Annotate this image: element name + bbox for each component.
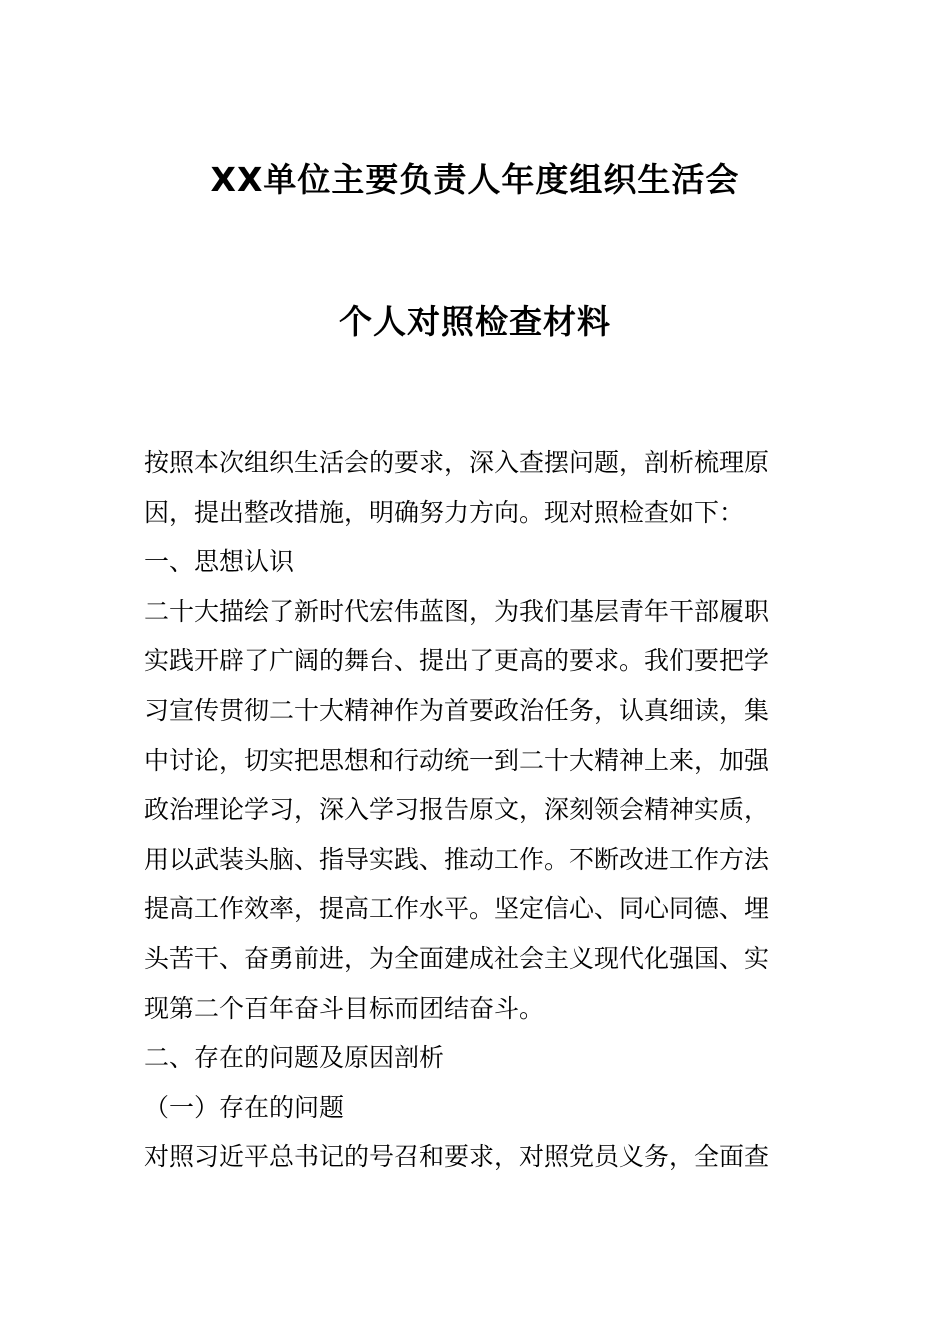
- body-line: 对照习近平总书记的号召和要求，对照党员义务，全面查: [144, 1142, 770, 1172]
- body-line: 中讨论，切实把思想和行动统一到二十大精神上来，加强: [144, 745, 770, 775]
- body-line: 现第二个百年奋斗目标而团结奋斗。: [144, 993, 545, 1023]
- body-line: 实践开辟了广阔的舞台、提出了更高的要求。我们要把学: [144, 646, 770, 676]
- body-line: 政治理论学习，深入学习报告原文，深刻领会精神实质，: [144, 795, 770, 825]
- subsection-heading: （一）存在的问题: [144, 1092, 345, 1122]
- body-line: 二十大描绘了新时代宏伟蓝图，为我们基层青年干部履职: [144, 596, 770, 626]
- body-line: 因，提出整改措施，明确努力方向。现对照检查如下：: [144, 497, 745, 527]
- body-line: 按照本次组织生活会的要求，深入查摆问题，剖析梳理原: [144, 448, 770, 477]
- section-heading: 一、思想认识: [144, 547, 295, 577]
- section-heading: 二、存在的问题及原因剖析: [144, 1043, 445, 1073]
- body-line: 习宣传贯彻二十大精神作为首要政治任务，认真细读，集: [144, 695, 770, 725]
- body-line: 头苦干、奋勇前进，为全面建成社会主义现代化强国、实: [144, 943, 770, 973]
- body-line: 提高工作效率，提高工作水平。坚定信心、同心同德、埋: [144, 894, 770, 924]
- document-body: [144, 438, 808, 1182]
- body-line: 用以武装头脑、指导实践、推动工作。不断改进工作方法: [144, 844, 770, 874]
- document-title-line-2: 个人对照检查材料: [339, 302, 611, 341]
- document-title-line-1: XX单位主要负责人年度组织生活会: [210, 160, 740, 199]
